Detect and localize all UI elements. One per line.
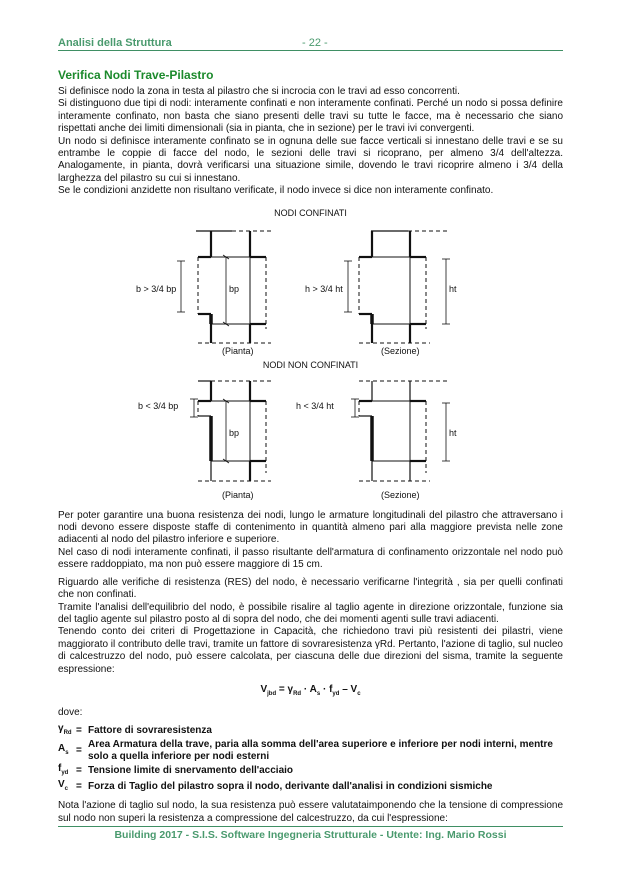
formula-subscript: s [316, 690, 321, 697]
formula-term: A [309, 683, 317, 695]
figure-nodi-non-confinati [58, 371, 563, 489]
legend-equals: = [76, 765, 82, 777]
legend-symbol: $A_s$ [58, 743, 69, 757]
paragraph: Un nodo si definisce interamente confinato se in ognuna delle sue facce verticali si innestano delle travi e se su entrambe le coppie di facce del nodo, le sezioni delle travi si ricoprano, per almeno 3/4 dell'altezza. Analogamente, in pianta, dovrà verificarsi una situazione simile, dovendo le travi ricoprire almeno i 3/4 della larghezza del pilastro su cui si innestano. [58, 135, 563, 184]
paragraph: Tramite l'analisi dell'equilibrio del nodo, è possibile risalire al taglio agente in direzione orizzontale, funzione sia del taglio agente sul pilastro posto al di sopra del nodo, che dei momenti agenti sulle travi adiacenti. [58, 601, 563, 625]
caption-sezione-confinati: (Sezione) [381, 345, 420, 356]
legend-symbol: $f_{yd}$ [58, 763, 69, 777]
page-content [58, 68, 563, 825]
paragraph: Nel caso di nodi interamente confinati, il passo risultante dell'armatura di confinamento orizzontale nel nodo può essere raddoppiato, ma non può essere maggiore di 15 cm. [58, 546, 563, 571]
dim-label-pianta-confinati: b > 3/4 bp [136, 283, 177, 294]
legend-row [58, 779, 563, 795]
section-title: Verifica Nodi Trave-Pilastro [58, 68, 214, 82]
ref-label-sezione-confinati: ht [449, 283, 457, 294]
diagram-sezione-confinati [344, 231, 450, 343]
formula-term: V [260, 683, 268, 695]
formula-subscript: Rd [293, 690, 302, 697]
formula-term: V [350, 683, 358, 695]
paragraph: Si distinguono due tipi di nodi: interamente confinati e non interamente confinati. Perché un nodo si possa definire interamente confinato, non basta che siano presenti delle travi su tutte le facce, ma è necessario che siano rispettati anche dei limiti dimensionali (sia in pianta, che in sezione) per le travi ivi convergenti. [58, 98, 563, 135]
figure-title-non-confinati: NODI NON CONFINATI [262, 359, 359, 370]
paragraph: Se le condizioni anzidette non risultano verificate, il nodo invece si dice non interamente confinato. [58, 185, 494, 197]
legend-description: Forza di Taglio del pilastro sopra il nodo, derivante dall'analisi in condizioni sismiche [88, 781, 493, 793]
page-footer: Building 2017 - S.I.S. Software Ingegneria Strutturale - Utente: Ing. Mario Rossi [114, 829, 507, 841]
header-divider [58, 50, 563, 51]
dim-label-sezione-confinati: h > 3/4 ht [305, 283, 343, 294]
paragraph: Tenendo conto dei criteri di Progettazione in Capacità, che richiedono travi più resistenti dei pilastri, viene maggiorato il contributo delle travi, tramite un fattore di sovraresistenza γRd. Pertanto, l'azione di taglio, sul nucleo di calcestruzzo del nodo, può essere calcolata, per ciascuna delle due direzioni del sisma, tramite la seguente espressione: [58, 626, 563, 675]
page-number: - 22 - [302, 37, 328, 49]
formula-term: γ [287, 683, 294, 695]
caption-pianta-non-confinati: (Pianta) [222, 489, 254, 500]
legend-row [58, 739, 563, 763]
dove-label: dove: [58, 706, 83, 718]
paragraph: Riguardo alle verifiche di resistenza (RES) del nodo, è necessario verificarne l'integrità , sia per quelli confinati che non confinati. [58, 576, 563, 601]
legend-description: Fattore di sovraresistenza [88, 725, 212, 737]
formula-operator: · [320, 683, 330, 695]
legend-row [58, 763, 563, 779]
symbol-legend [58, 723, 563, 795]
dim-label-pianta-non-confinati: b < 3/4 bp [138, 400, 179, 411]
formula-subscript: jbd [267, 690, 277, 697]
figure-title-confinati: NODI CONFINATI [274, 207, 347, 218]
legend-symbol: $V_c$ [58, 779, 69, 793]
ref-label-pianta-non-confinati: bp [229, 427, 240, 438]
ref-label-pianta-confinati: bp [229, 283, 240, 294]
formula-subscript: yd [332, 690, 340, 697]
ref-label-sezione-non-confinati: ht [449, 427, 457, 438]
legend-symbol: $\gamma_{Rd}$ [58, 723, 72, 737]
legend-description: Tensione limite di snervamento dell'acciaio [88, 765, 294, 777]
formula-subscript: c [357, 690, 361, 697]
paragraph: Si definisce nodo la zona in testa al pilastro che si incrocia con le travi ad esso concorrenti. [58, 86, 460, 97]
formula-operator: · [301, 683, 310, 695]
caption-sezione-non-confinati: (Sezione) [381, 489, 420, 500]
dim-label-sezione-non-confinati: h < 3/4 ht [296, 400, 334, 411]
legend-equals: = [76, 725, 82, 737]
legend-description: Area Armatura della trave, paria alla somma dell'area superiore e inferiore per nodi interni, mentre solo a quella inferiore per nodi esterni [88, 739, 553, 763]
diagram-pianta-confinati [177, 231, 271, 343]
figure-nodi-confinati [58, 219, 563, 347]
legend-equals: = [76, 781, 82, 793]
legend-row [58, 723, 563, 739]
formula-operator: = [276, 683, 288, 695]
diagram-sezione-non-confinati [351, 381, 450, 481]
caption-pianta-confinati: (Pianta) [222, 345, 254, 356]
formula-vjbd [58, 684, 563, 697]
header-title: Analisi della Struttura [58, 37, 172, 49]
paragraph: Per poter garantire una buona resistenza dei nodi, lungo le armature longitudinali del pilastro che attraversano i nodi devono essere disposte staffe di contenimento in quantità almeno pari alla maggiore prevista nelle zone adiacenti al nodo del pilastro inferiore e superiore. [58, 509, 563, 546]
formula-term: f [329, 683, 333, 695]
page-header [58, 37, 563, 51]
footer-divider [58, 826, 563, 827]
legend-equals: = [76, 745, 82, 757]
formula-operator: – [339, 683, 351, 695]
paragraph: Nota l'azione di taglio sul nodo, la sua resistenza può essere valutataimponendo che la tensione di compressione sul nodo non superi la resistenza a compressione del calcestruzzo, da cui l'espressione: [58, 800, 563, 824]
